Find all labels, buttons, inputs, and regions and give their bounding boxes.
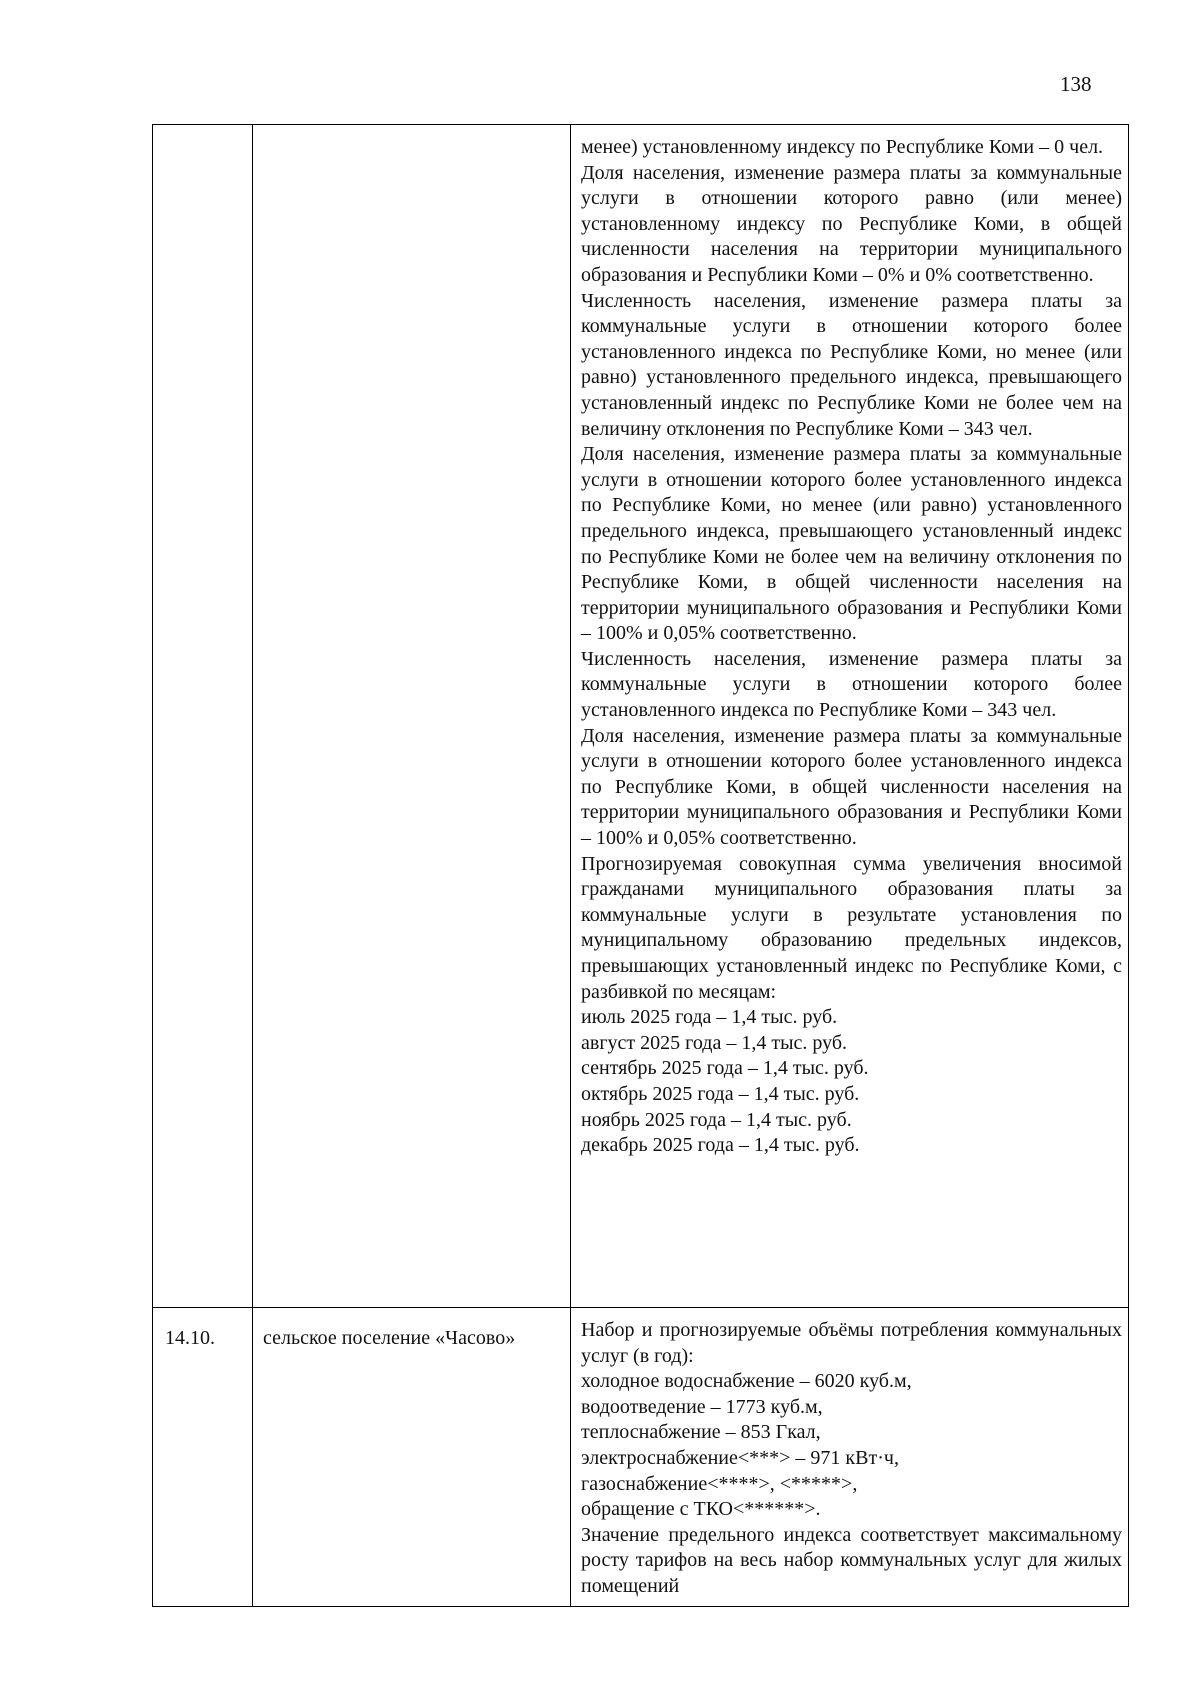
paragraph: Доля населения, изменение размера платы за коммунальные услуги в отношении которого более установленного индекса по Республике Коми, в общей численности населения на территории муниципального образования и Республики Коми – 100% и 0,05% соответственно. [581, 724, 1122, 850]
service-volume-line: газоснабжение<****>, <*****>, [581, 1472, 858, 1495]
paragraph: менее) установленному индексу по Республике Коми – 0 чел. [581, 136, 1104, 158]
service-volume-line: электроснабжение<***> – 971 кВт·ч, [581, 1446, 899, 1469]
page-number: 138 [1060, 72, 1092, 96]
municipality-name-cell [253, 125, 571, 1308]
service-volume-line: холодное водоснабжение – 6020 куб.м, [581, 1370, 912, 1393]
row-number-cell: 14.10. [153, 1308, 253, 1607]
paragraph: Набор и прогнозируемые объёмы потребления коммунальных услуг (в год): [581, 1319, 1122, 1367]
row-number-cell [153, 125, 253, 1308]
paragraph: Доля населения, изменение размера платы за коммунальные услуги в отношении которого равно (или менее) установленному индексу по Республике Коми, в общей численности населения на территории муниципального образования и Республики Коми – 0% и 0% соответственно. [581, 161, 1122, 286]
monthly-amount-line: июль 2025 года – 1,4 тыс. руб. [581, 1006, 838, 1029]
service-volume-line: водоотведение – 1773 куб.м, [581, 1395, 823, 1418]
municipality-name-cell: сельское поселение «Часово» [253, 1308, 571, 1607]
monthly-amount-line: август 2025 года – 1,4 тыс. руб. [581, 1031, 848, 1054]
paragraph: Численность населения, изменение размера платы за коммунальные услуги в отношении которого более установленного индекса по Республике Коми, но менее (или равно) установленного предельного индекса, превышающего установленный индекс по Республике Коми не более чем на величину отклонения по Республике Коми – 343 чел. [581, 289, 1122, 440]
monthly-amount-line: ноябрь 2025 года – 1,4 тыс. руб. [581, 1108, 852, 1131]
table-row [153, 125, 1129, 1308]
paragraph: Доля населения, изменение размера платы за коммунальные услуги в отношении которого более установленного индекса по Республике Коми, но менее (или равно) установленного предельного индекса, превышающего установленный индекс по Республике Коми не более чем на величину отклонения по Республике Коми, в общей численности населения на территории муниципального образования и Республики Коми – 100% и 0,05% соответственно. [581, 443, 1122, 645]
paragraph: Значение предельного индекса соответствует максимальному росту тарифов на весь набор коммунальных услуг для жилых помещений [581, 1523, 1122, 1597]
service-volume-line: обращение с ТКО<******>. [581, 1498, 821, 1521]
paragraph: Прогнозируемая совокупная сумма увеличения вносимой гражданами муниципального образования платы за коммунальные услуги в результате установления по муниципальному образованию предельных индексов, превышающих установленный индекс по Республике Коми, с разбивкой по месяцам: [581, 852, 1122, 1003]
description-cell [571, 1308, 1129, 1607]
table-row [153, 1308, 1129, 1607]
paragraph: Численность населения, изменение размера платы за коммунальные услуги в отношении которого более установленного индекса по Республике Коми – 343 чел. [581, 647, 1122, 722]
service-volume-line: теплоснабжение – 853 Гкал, [581, 1421, 821, 1444]
monthly-amount-line: сентябрь 2025 года – 1,4 тыс. руб. [581, 1057, 869, 1080]
monthly-amount-line: октябрь 2025 года – 1,4 тыс. руб. [581, 1082, 860, 1105]
municipal-index-table [152, 124, 1129, 1607]
description-cell [571, 125, 1129, 1308]
monthly-amount-line: декабрь 2025 года – 1,4 тыс. руб. [581, 1134, 860, 1157]
